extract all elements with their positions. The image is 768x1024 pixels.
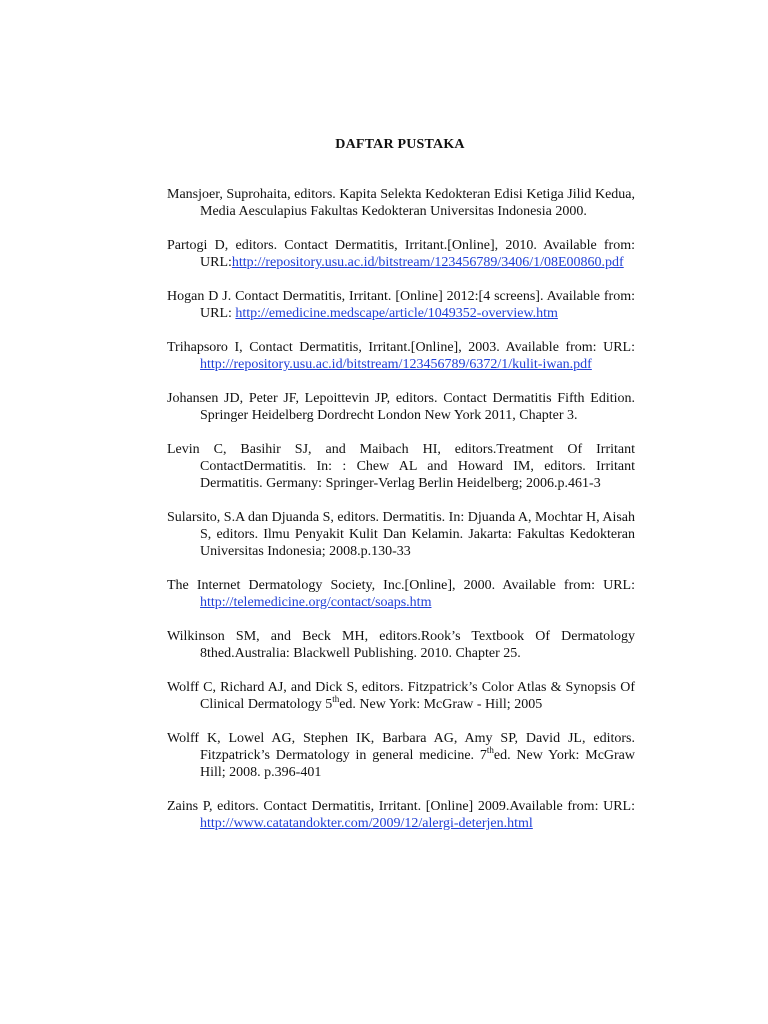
reference-link[interactable]: http://repository.usu.ac.id/bitstream/123456789/3406/1/08E00860.pdf [231,255,624,270]
reference-item [167,186,635,220]
reference-item [167,509,635,560]
reference-text: Partogi D, editors. Contact Dermatitis, Irritant.[Online], 2010. Available from: URL: [167,238,635,270]
reference-text: Wolff K, Lowel AG, Stephen IK, Barbara AG, Amy SP, David JL, editors. Fitzpatrick’s Dermatology in general medicine. 7 [167,731,635,763]
reference-link[interactable]: http://repository.usu.ac.id/bitstream/123456789/6372/1/kulit-iwan.pdf [200,357,592,372]
reference-item [167,798,635,832]
reference-text: Johansen JD, Peter JF, Lepoittevin JP, editors. Contact Dermatitis Fifth Edition. Springer Heidelberg Dordrecht London New York 2011, Chapter 3. [167,391,635,423]
reference-link[interactable]: http://telemedicine.org/contact/soaps.htm [200,595,432,610]
superscript: th [486,745,494,755]
reference-item [167,679,635,713]
reference-text: Zains P, editors. Contact Dermatitis, Irritant. [Online] 2009.Available from: URL: [167,799,635,814]
reference-text: Wolff C, Richard AJ, and Dick S, editors. Fitzpatrick’s Color Atlas & Synopsis Of Clinical Dermatology 5 [167,680,635,712]
reference-item [167,339,635,373]
superscript: th [332,694,340,704]
reference-item [167,730,635,781]
reference-text: Levin C, Basihir SJ, and Maibach HI, editors.Treatment Of Irritant ContactDermatitis. In: : Chew AL and Howard IM, editors. Irritant Dermatitis. Germany: Springer-Verlag Berlin Heidelberg; 2006.p.461-3 [167,442,635,491]
page-title: DAFTAR PUSTAKA [335,137,465,152]
reference-item [167,390,635,424]
reference-item [167,237,635,271]
reference-text-continued: ed. New York: McGraw Hill; 2008. p.396-401 [200,748,636,780]
reference-text: Trihapsoro I, Contact Dermatitis, Irritant.[Online], 2003. Available from: URL: [167,340,635,355]
reference-item [167,577,635,611]
reference-item [167,288,635,322]
reference-text: Mansjoer, Suprohaita, editors. Kapita Selekta Kedokteran Edisi Ketiga Jilid Kedua, Media Aesculapius Fakultas Kedokteran Universitas Indonesia 2000. [167,187,635,219]
reference-item [167,441,635,492]
reference-link[interactable]: http://www.catatandokter.com/2009/12/alergi-deterjen.html [200,816,533,831]
reference-text: Wilkinson SM, and Beck MH, editors.Rook’s Textbook Of Dermatology 8thed.Australia: Blackwell Publishing. 2010. Chapter 25. [167,629,635,661]
reference-link[interactable]: http://emedicine.medscape/article/1049352-overview.htm [235,306,558,321]
reference-text: Hogan D J. Contact Dermatitis, Irritant. [Online] 2012:[4 screens]. Available from: URL: [167,289,635,321]
reference-text: Sularsito, S.A dan Djuanda S, editors. Dermatitis. In: Djuanda A, Mochtar H, Aisah S, editors. Ilmu Penyakit Kulit Dan Kelamin. Jakarta: Fakultas Kedokteran Universitas Indonesia; 2008.p.130-33 [167,510,635,559]
reference-text: The Internet Dermatology Society, Inc.[Online], 2000. Available from: URL: [167,578,635,593]
reference-item [167,628,635,662]
reference-text-continued: ed. New York: McGraw - Hill; 2005 [339,697,543,712]
reference-list [167,186,635,849]
